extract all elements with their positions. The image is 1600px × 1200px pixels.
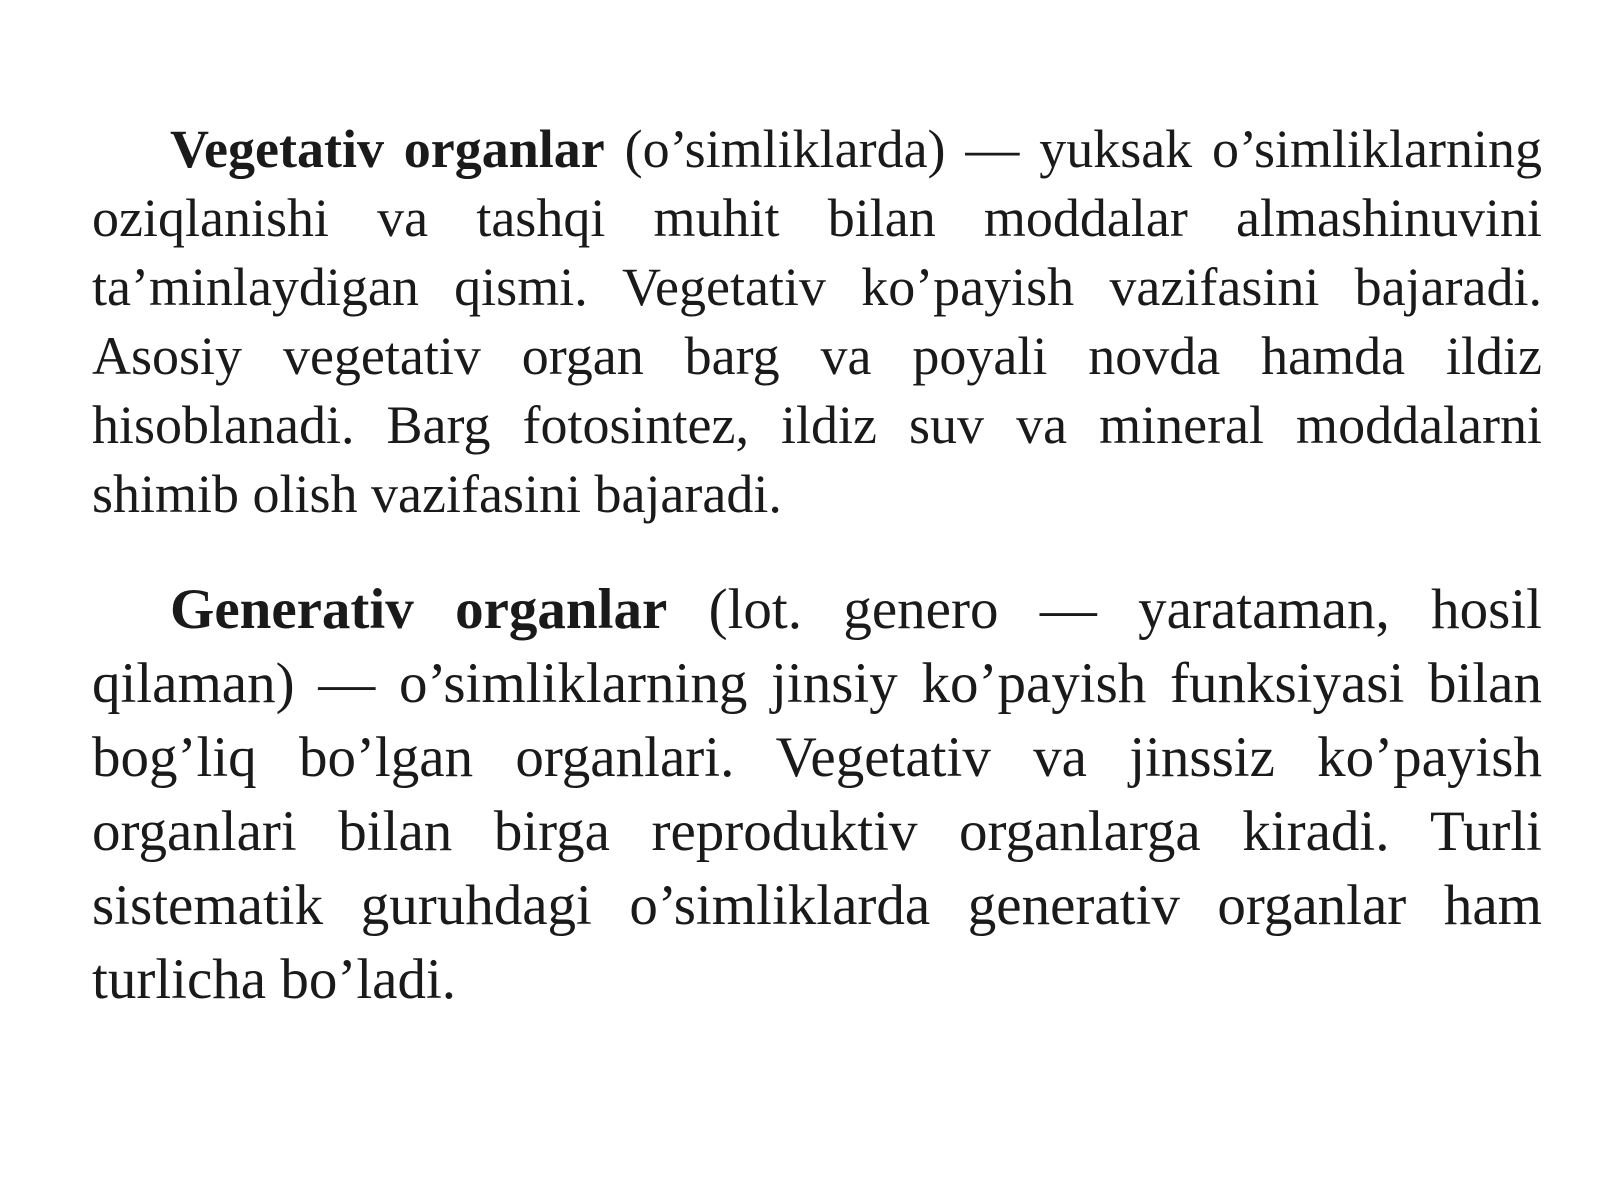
document-page: [92, 115, 1542, 1017]
definition-generative-organs: (lot. genero — yarataman, hosil qilaman) — o’simliklarning jinsiy ko’payish funksiyasi bilan bog’liq bo’lgan organlari. Vegetativ va jinssiz ko’payish organlari bilan birga reproduktiv organlarga kiradi. Turli sistematik guruhdagi o’simliklarda generativ organlar ham turlicha bo’ladi.: [92, 578, 1542, 1011]
term-generative-organs: Generativ organlar: [170, 578, 668, 641]
paragraph-generative-organs: [92, 573, 1542, 1017]
paragraph-vegetative-organs: [92, 115, 1542, 529]
definition-vegetative-organs: (o’simliklarda) — yuksak o’simliklarning oziqlanishi va tashqi muhit bilan moddalar almashinuvini ta’minlaydigan qismi. Vegetativ ko’payish vazifasini bajaradi. Asosiy vegetativ organ barg va poyali novda hamda ildiz hisoblanadi. Barg fotosintez, ildiz suv va mineral moddalarni shimib olish vazifasini bajaradi.: [92, 119, 1542, 524]
term-vegetative-organs: Vegetativ organlar: [170, 119, 605, 179]
